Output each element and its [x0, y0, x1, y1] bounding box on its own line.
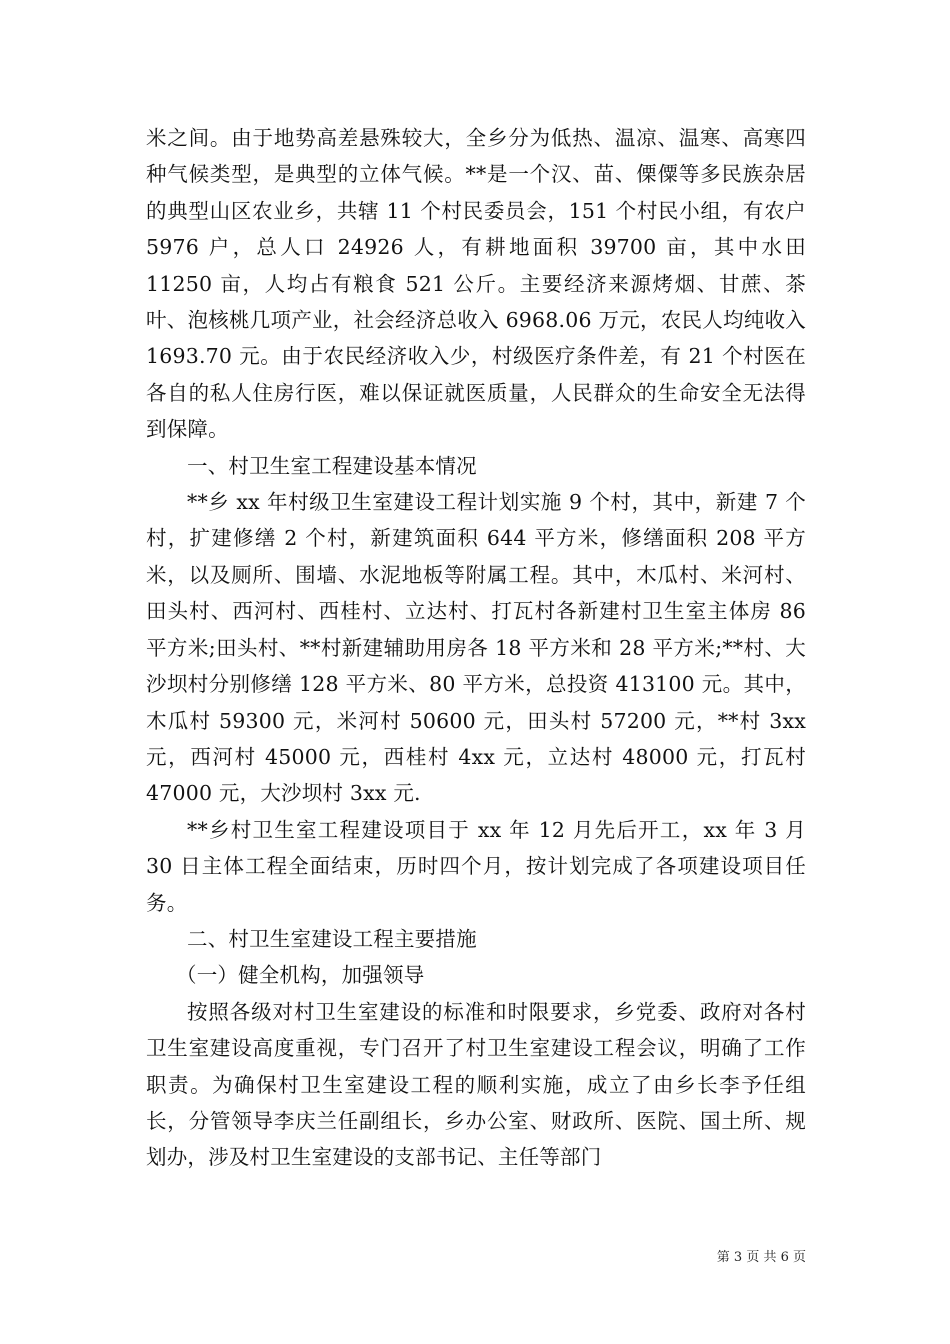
paragraph-construction-plan: **乡 xx 年村级卫生室建设工程计划实施 9 个村，其中，新建 7 个村，扩建修缮 2 个村，新建筑面积 644 平方米，修缮面积 208 平方米，以及厕所、围墙、水泥地板等附属工程。其中，木瓜村、米河村、田头村、西河村、西桂村、立达村、打瓦村各新建村卫生室主体房 86 平方米;田头村、**村新建辅助用房各 18 平方米和 28 平方米;**村、大沙坝村分别修缮 128 平方米、80 平方米，总投资 413100 元。其中，木瓜村 59300 元，米河村 50600 元，田头村 57200 元，**村 3xx 元，西河村 45000 元，西桂村 4xx 元，立达村 48000 元，打瓦村 47000 元，大沙坝村 3xx 元.	[146, 490, 806, 806]
paragraph-background: 米之间。由于地势高差悬殊较大，全乡分为低热、温凉、温寒、高寒四种气候类型，是典型的立体气候。**是一个汉、苗、傈僳等多民族杂居的典型山区农业乡，共辖 11 个村民委员会，151 个村民小组，有农户 5976 户，总人口 24926 人，有耕地面积 39700 亩，其中水田 11250 亩，人均占有粮食 521 公斤。主要经济来源烤烟、甘蔗、茶叶、泡核桃几项产业，社会经济总收入 6968.06 万元，农民人均纯收入 1693.70 元。由于农民经济收入少，村级医疗条件差，有 21 个村医在各自的私人住房行医，难以保证就医质量，人民群众的生命安全无法得到保障。	[146, 126, 806, 442]
paragraph-organization: 按照各级对村卫生室建设的标准和时限要求，乡党委、政府对各村卫生室建设高度重视，专门召开了村卫生室建设工程会议，明确了工作职责。为确保村卫生室建设工程的顺利实施，成立了由乡长李予任组长，分管领导李庆兰任副组长，乡办公室、财政所、医院、国土所、规划办，涉及村卫生室建设的支部书记、主任等部门	[146, 999, 806, 1170]
page-number-footer: 第 3 页 共 6 页	[716, 1250, 806, 1265]
paragraph-schedule: **乡村卫生室工程建设项目于 xx 年 12 月先后开工，xx 年 3 月 30 日主体工程全面结束，历时四个月，按计划完成了各项建设项目任务。	[146, 817, 806, 915]
subsection-heading-1: （一）健全机构，加强领导	[176, 963, 425, 988]
section-heading-1: 一、村卫生室工程建设基本情况	[187, 453, 477, 478]
section-heading-2: 二、村卫生室建设工程主要措施	[187, 926, 477, 951]
document-body	[146, 120, 806, 1176]
